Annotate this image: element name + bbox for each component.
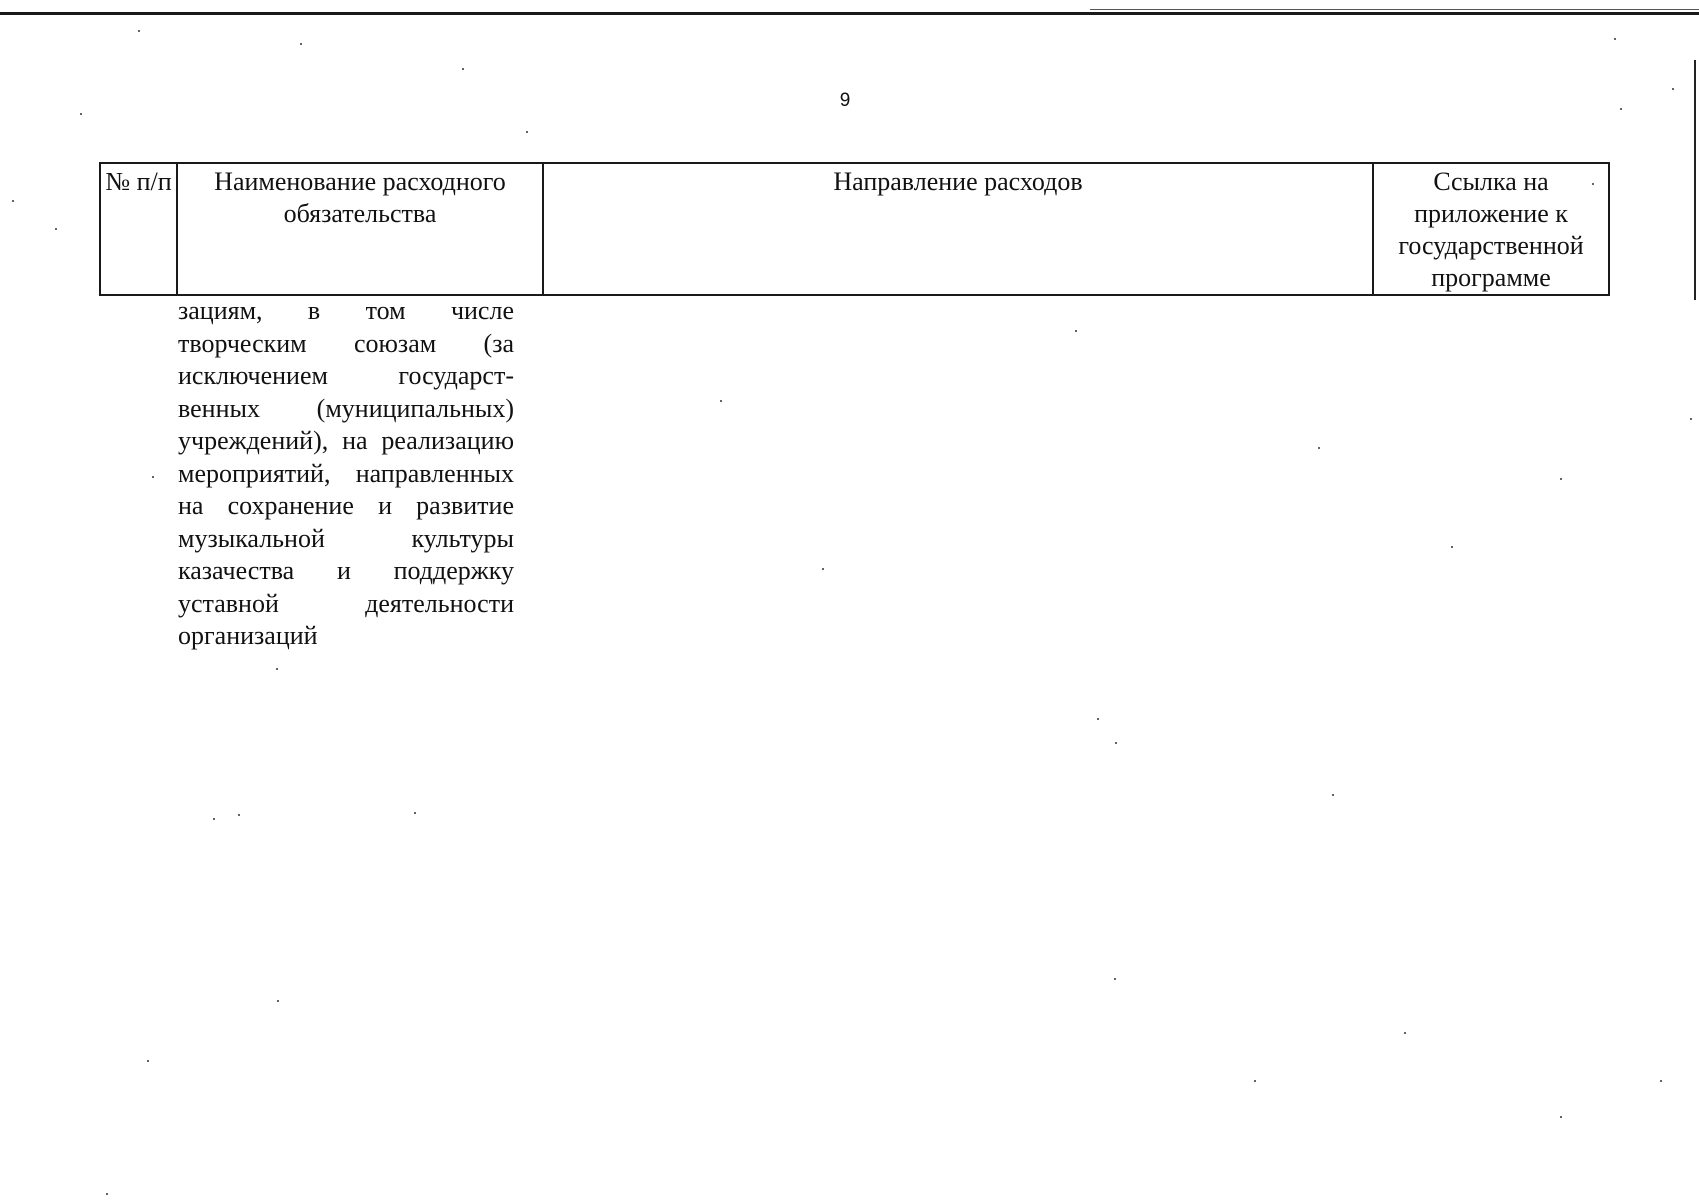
top-thin-rule (1090, 9, 1699, 10)
header-obligation-name: Наименование расходного обязательства (177, 163, 543, 295)
obligation-name-continuation: зациям, в том числе творческим союзам (за исключением государственных (муниципальных) учреждений), на реализацию мероприятий, направленных на сохранение и развитие музыкальной культуры казачества и поддержку уставной деятельности организаций (178, 296, 514, 650)
header-direction: Направление расходов (543, 163, 1373, 295)
header-number: № п/п (100, 163, 177, 295)
top-scan-border (0, 12, 1699, 15)
header-row (100, 163, 1609, 295)
header-reference: Ссылка на приложение к государственной программе (1373, 163, 1609, 295)
right-scan-edge (1694, 60, 1696, 300)
expense-table-header (99, 162, 1610, 296)
page-number: 9 (839, 90, 851, 111)
